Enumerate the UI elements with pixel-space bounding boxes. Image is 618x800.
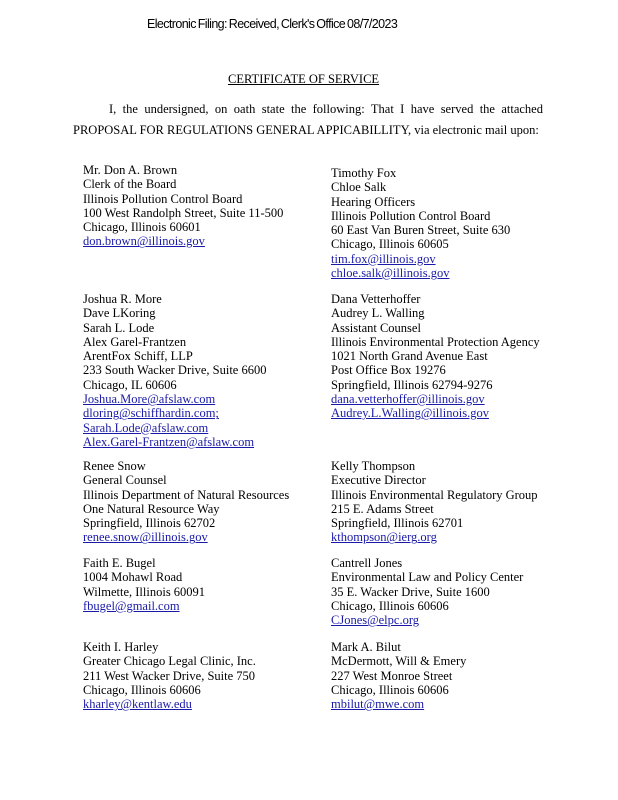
recipient-block-left-3	[83, 459, 323, 545]
recipient-line: 60 East Van Buren Street, Suite 630	[331, 223, 511, 238]
recipient-block-right-4	[331, 556, 571, 627]
recipient-line: Chicago, Illinois 60606	[331, 598, 449, 613]
recipient-email-link[interactable]: Audrey.L.Walling@illinois.gov	[331, 406, 489, 421]
recipient-email-link[interactable]: tim.fox@illinois.gov	[331, 251, 436, 266]
recipient-line: Chloe Salk	[331, 180, 387, 195]
recipient-line: ArentFox Schiff, LLP	[83, 349, 193, 364]
recipient-line: Illinois Department of Natural Resources	[83, 487, 290, 502]
recipient-line: One Natural Resource Way	[83, 501, 220, 516]
recipient-line: Springfield, Illinois 62794-9276	[331, 377, 493, 392]
recipient-email-link[interactable]: kharley@kentlaw.edu	[83, 697, 192, 712]
recipient-line: Springfield, Illinois 62702	[83, 516, 216, 531]
recipient-line: Keith I. Harley	[83, 640, 159, 654]
intro-paragraph	[73, 99, 543, 141]
recipient-email-link[interactable]: don.brown@illinois.gov	[83, 234, 205, 249]
recipient-line: Illinois Pollution Control Board	[331, 208, 491, 223]
recipient-line: 1004 Mohawl Road	[83, 570, 183, 585]
recipient-line: Joshua R. More	[83, 292, 162, 306]
recipient-email-link[interactable]: kthompson@ierg.org	[331, 530, 437, 545]
recipient-line: Kelly Thompson	[331, 459, 416, 473]
recipient-line: Alex Garel-Frantzen	[83, 334, 187, 349]
recipient-block-right-5	[331, 640, 571, 711]
recipient-line: Executive Director	[331, 473, 426, 488]
recipient-line: Hearing Officers	[331, 194, 416, 209]
recipient-line: Wilmette, Illinois 60091	[83, 584, 206, 599]
recipient-line: Chicago, IL 60606	[83, 377, 177, 392]
recipient-email-link[interactable]: renee.snow@illinois.gov	[83, 530, 208, 545]
recipient-line: Greater Chicago Legal Clinic, Inc.	[83, 654, 256, 669]
filing-stamp: Electronic Filing: Received, Clerk's Office 08/7/2023	[147, 17, 398, 31]
recipient-line: 215 E. Adams Street	[331, 501, 434, 516]
recipient-block-right-3	[331, 459, 571, 545]
recipient-line: Chicago, Illinois 60605	[331, 237, 449, 252]
recipient-email-link[interactable]: CJones@elpc.org	[331, 613, 420, 628]
certificate-title: CERTIFICATE OF SERVICE	[228, 72, 380, 86]
recipient-block-left-4	[83, 556, 323, 613]
recipient-email-link[interactable]: fbugel@gmail.com	[83, 598, 180, 613]
recipient-line: Mr. Don A. Brown	[83, 163, 178, 177]
recipient-email-link[interactable]: Joshua.More@afslaw.com	[83, 392, 216, 407]
recipient-line: Illinois Environmental Protection Agency	[331, 334, 540, 349]
recipient-line: Audrey L. Walling	[331, 306, 425, 321]
recipient-line: Mark A. Bilut	[331, 640, 401, 654]
recipient-block-left-1	[83, 163, 323, 249]
recipient-line: General Counsel	[83, 473, 167, 488]
recipient-line: 211 West Wacker Drive, Suite 750	[83, 668, 256, 683]
recipient-email-link[interactable]: dana.vetterhoffer@illinois.gov	[331, 392, 485, 407]
recipient-line: Chicago, Illinois 60606	[331, 682, 449, 697]
recipient-block-left-5	[83, 640, 323, 711]
recipient-line: Springfield, Illinois 62701	[331, 516, 464, 531]
recipient-line: Clerk of the Board	[83, 177, 177, 192]
recipient-line: Timothy Fox	[331, 166, 397, 180]
recipient-line: Assistant Counsel	[331, 320, 421, 335]
intro-text: I, the undersigned, on oath state the following: That I have served the attached PROPOSAL FOR REGULATIONS GENERAL APPICABILLITY, via electronic mail upon:	[73, 102, 543, 137]
recipient-line: Sarah L. Lode	[83, 320, 155, 335]
recipient-line: Chicago, Illinois 60606	[83, 682, 201, 697]
recipient-line: Post Office Box 19276	[331, 363, 446, 378]
recipient-email-link[interactable]: Sarah.Lode@afslaw.com	[83, 420, 209, 435]
recipient-line: Renee Snow	[83, 459, 146, 473]
recipient-email-link[interactable]: dloring@schiffhardin.com;	[83, 406, 219, 421]
recipient-line: 1021 North Grand Avenue East	[331, 349, 488, 364]
recipient-line: 35 E. Wacker Drive, Suite 1600	[331, 584, 490, 599]
recipient-line: Faith E. Bugel	[83, 556, 156, 570]
recipient-line: Chicago, Illinois 60601	[83, 220, 201, 235]
recipient-email-link[interactable]: chloe.salk@illinois.gov	[331, 266, 450, 281]
recipient-line: Dave LKoring	[83, 306, 156, 321]
recipient-block-right-1	[331, 166, 571, 280]
recipient-block-right-2	[331, 292, 571, 421]
recipient-line: 233 South Wacker Drive, Suite 6600	[83, 363, 267, 378]
recipient-line: Illinois Environmental Regulatory Group	[331, 487, 538, 502]
recipient-line: Dana Vetterhoffer	[331, 292, 421, 306]
recipient-line: Cantrell Jones	[331, 556, 403, 570]
recipient-email-link[interactable]: mbilut@mwe.com	[331, 697, 425, 712]
recipient-email-link[interactable]: Alex.Garel-Frantzen@afslaw.com	[83, 434, 255, 449]
recipient-line: 100 West Randolph Street, Suite 11-500	[83, 205, 284, 220]
recipient-line: McDermott, Will & Emery	[331, 654, 467, 669]
recipient-block-left-2	[83, 292, 323, 449]
recipient-line: Environmental Law and Policy Center	[331, 570, 524, 585]
recipient-line: 227 West Monroe Street	[331, 668, 453, 683]
recipient-line: Illinois Pollution Control Board	[83, 191, 243, 206]
